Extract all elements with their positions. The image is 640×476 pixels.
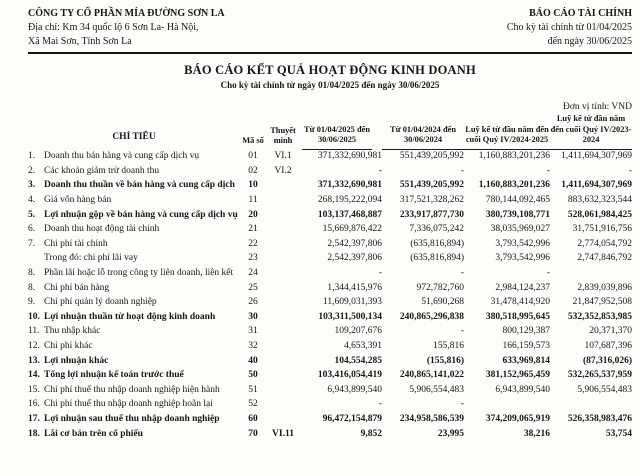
ma-so-value: 51 <box>248 384 258 395</box>
ma-so-value: 20 <box>248 209 258 220</box>
value-period-current: 1,344,415,976 <box>327 282 383 293</box>
letterhead <box>28 7 632 49</box>
value-period-current: 2,542,397,806 <box>327 253 383 264</box>
table-row <box>28 383 632 398</box>
value-ytd-prior: 883,632,323,544 <box>567 195 633 206</box>
value-ytd-prior: 31,751,916,756 <box>572 224 633 235</box>
value-period-current: 268,195,222,094 <box>317 195 383 206</box>
row-number: 15. <box>28 384 40 395</box>
thuyet-minh-value <box>266 398 300 413</box>
value-ytd-current: 31,478,414,920 <box>490 297 551 308</box>
value-ytd-current: 3,793,542,996 <box>495 238 551 249</box>
thuyet-minh-value <box>266 412 300 427</box>
value-period-prior: 23,995 <box>437 428 465 439</box>
row-label: Giá vốn hàng bán <box>44 195 112 206</box>
row-number: 7. <box>28 238 36 249</box>
value-period-current: 9,852 <box>360 428 383 439</box>
ma-so-value: 32 <box>248 341 258 352</box>
value-period-current: 11,609,031,393 <box>322 297 383 308</box>
value-ytd-prior: (87,316,026) <box>582 355 633 366</box>
table-row <box>28 150 632 165</box>
row-number: 17. <box>28 413 40 424</box>
row-label: Chi phí khác <box>44 341 93 352</box>
table-row <box>28 339 632 354</box>
value-ytd-current: 38,035,969,027 <box>490 224 551 235</box>
value-ytd-current: 1,160,883,201,236 <box>478 180 551 191</box>
table-row <box>28 222 632 237</box>
table-row <box>28 412 632 427</box>
thuyet-minh-value: VI.11 <box>272 428 294 439</box>
row-number: 9. <box>28 297 36 308</box>
ma-so-value: 60 <box>248 413 258 424</box>
thuyet-minh-value <box>266 310 300 325</box>
table-row <box>28 266 632 281</box>
row-label: Lợi nhuận thuần từ hoạt động kinh doanh <box>44 311 216 322</box>
report-type-label: BÁO CÁO TÀI CHÍNH <box>529 8 632 19</box>
value-period-prior: 234,958,586,539 <box>399 413 465 424</box>
value-ytd-current: - <box>546 165 551 176</box>
ma-so-value: 30 <box>248 311 258 322</box>
row-number: 3. <box>28 180 36 191</box>
value-ytd-current: 380,739,108,771 <box>485 209 551 220</box>
value-period-current: 371,332,690,981 <box>317 151 383 162</box>
table-row <box>28 237 632 252</box>
value-period-current: 109,207,676 <box>334 326 383 337</box>
company-address-line1: Địa chỉ: Km 34 quốc lộ 6 Sơn La- Hà Nội, <box>28 22 199 33</box>
thuyet-minh-value <box>266 368 300 383</box>
header-period-prior: Từ 01/04/2024 đến 30/06/2024 <box>382 114 464 150</box>
value-period-prior: 233,917,877,730 <box>399 209 465 220</box>
header-period-current: Từ 01/04/2025 đến 30/06/2025 <box>300 114 382 150</box>
row-number: 14. <box>28 370 40 381</box>
thuyet-minh-value <box>266 252 300 267</box>
report-info-block <box>507 7 632 49</box>
value-period-prior: (635,816,894) <box>410 238 465 249</box>
value-period-prior: 551,439,205,992 <box>399 180 465 191</box>
income-statement-table <box>28 114 632 441</box>
unit-label: Đơn vị tính: VND <box>563 102 632 112</box>
thuyet-minh-value <box>266 281 300 296</box>
row-number: 16. <box>28 399 40 410</box>
value-ytd-prior: 528,061,984,425 <box>567 209 633 220</box>
thuyet-minh-value <box>266 179 300 194</box>
table-row <box>28 295 632 310</box>
thuyet-minh-value: VI.2 <box>274 165 292 176</box>
value-ytd-prior <box>550 398 632 413</box>
ma-so-value: 26 <box>248 297 258 308</box>
thuyet-minh-value <box>266 325 300 340</box>
value-ytd-prior: 532,352,853,985 <box>567 311 633 322</box>
table-row <box>28 164 632 179</box>
row-label: Trong đó: chi phí lãi vay <box>44 253 138 264</box>
value-period-current: 371,332,690,981 <box>317 180 383 191</box>
header-ytd-current: Luỹ kế từ đầu năm đến cuối Quý IV/2024-2025 <box>464 114 550 150</box>
row-label: Doanh thu bán hàng và cung cấp dịch vụ <box>44 151 200 162</box>
ma-so-value: 21 <box>248 224 258 235</box>
value-period-prior: - <box>460 165 465 176</box>
row-number: 10. <box>28 311 40 322</box>
value-period-current: - <box>378 165 383 176</box>
value-ytd-current: 1,160,883,201,236 <box>478 151 551 162</box>
value-ytd-current: - <box>546 268 551 279</box>
ma-so-value: 40 <box>248 355 258 366</box>
value-period-current: - <box>378 399 383 410</box>
header-ma-so: Mã số <box>242 136 264 145</box>
value-ytd-current: 381,152,965,459 <box>485 370 551 381</box>
ma-so-value: 02 <box>248 165 258 176</box>
row-label: Phần lãi hoặc lỗ trong công ty liên doanh, liên kết <box>44 268 234 279</box>
row-number <box>28 252 44 267</box>
row-number: 13. <box>28 355 40 366</box>
row-number: 2. <box>28 165 36 176</box>
row-label: Lợi nhuận khác <box>44 355 109 366</box>
row-number: 1. <box>28 151 36 162</box>
value-period-prior: 317,521,328,262 <box>399 195 465 206</box>
row-label: Doanh thu thuần về bán hàng và cung cấp dịch <box>44 180 235 191</box>
header-thuyet-minh: Thuyết minh <box>270 125 296 145</box>
row-label: Chi phí thuế thu nhập doanh nghiệp hiện hành <box>44 384 220 395</box>
value-period-prior: 7,336,075,242 <box>409 224 465 235</box>
row-number: 12. <box>28 341 40 352</box>
value-period-prior: 155,816 <box>433 341 465 352</box>
value-period-current: 96,472,154,879 <box>322 413 383 424</box>
value-ytd-prior: 532,265,537,959 <box>567 370 633 381</box>
table-row <box>28 179 632 194</box>
value-period-current: 103,137,468,887 <box>317 209 383 220</box>
company-name: CÔNG TY CỔ PHẦN MÍA ĐƯỜNG SƠN LA <box>28 8 225 19</box>
ma-so-value: 11 <box>248 195 258 206</box>
value-period-prior: 551,439,205,992 <box>399 151 465 162</box>
thuyet-minh-value <box>266 208 300 223</box>
page-subtitle: Cho kỳ tài chính từ ngày 01/04/2025 đến ngày 30/06/2025 <box>220 80 440 90</box>
header-ytd-prior: Luỹ kế từ đầu năm đến cuối Quý IV/2023-2024 <box>550 114 632 150</box>
value-period-prior: (155,816) <box>426 355 465 366</box>
ma-so-value: 22 <box>248 238 258 249</box>
row-label: Chi phí tài chính <box>44 238 108 249</box>
ma-so-value: 25 <box>248 282 258 293</box>
value-period-current: - <box>378 268 383 279</box>
value-ytd-current: 6,943,899,540 <box>495 384 551 395</box>
thuyet-minh-value <box>266 266 300 281</box>
value-ytd-prior: 53,754 <box>605 428 633 439</box>
row-label: Lợi nhuận gộp về bán hàng và cung cấp dịch vụ <box>44 209 238 220</box>
value-ytd-prior: 21,847,952,508 <box>572 297 633 308</box>
value-period-prior: 240,865,141,022 <box>399 370 465 381</box>
value-period-current: 2,542,397,806 <box>327 238 383 249</box>
value-ytd-prior: 2,774,054,792 <box>577 238 633 249</box>
row-number: 18. <box>28 428 40 439</box>
value-ytd-prior: 20,371,370 <box>589 326 633 337</box>
letterhead-divider <box>28 52 632 54</box>
table-row <box>28 398 632 413</box>
header-chi-tieu: CHỈ TIÊU <box>112 132 156 142</box>
value-ytd-current: 374,209,065,919 <box>485 413 551 424</box>
value-ytd-prior: 1,411,694,307,969 <box>561 180 633 191</box>
value-period-prior: 5,906,554,483 <box>409 384 465 395</box>
value-ytd-prior: 107,687,396 <box>584 341 633 352</box>
value-ytd-prior: - <box>628 165 633 176</box>
table-row <box>28 193 632 208</box>
value-ytd-prior: 1,411,694,307,969 <box>561 151 633 162</box>
value-period-current: 6,943,899,540 <box>327 384 383 395</box>
value-period-current: 15,669,876,422 <box>322 224 383 235</box>
thuyet-minh-value <box>266 222 300 237</box>
row-label: Lãi cơ bản trên cổ phiếu <box>44 428 143 439</box>
value-period-prior: - <box>460 326 465 337</box>
row-label: Lợi nhuận sau thuế thu nhập doanh nghiệp <box>44 413 220 424</box>
row-label: Chi phí thuế thu nhập doanh nghiệp hoãn lại <box>44 399 213 410</box>
ma-so-value: 50 <box>248 370 258 381</box>
value-ytd-current: 38,216 <box>523 428 551 439</box>
value-period-prior: 972,782,760 <box>416 282 465 293</box>
value-ytd-current: 780,144,092,465 <box>485 195 551 206</box>
value-period-current: 104,554,285 <box>334 355 383 366</box>
value-period-prior: (635,816,894) <box>410 253 465 264</box>
row-number: 8. <box>28 282 36 293</box>
value-period-prior: 240,865,296,838 <box>399 311 465 322</box>
ma-so-value: 31 <box>248 326 258 337</box>
table-row <box>28 354 632 369</box>
ma-so-value: 24 <box>248 268 258 279</box>
row-number: 4. <box>28 195 36 206</box>
value-ytd-prior <box>550 266 632 281</box>
thuyet-minh-value <box>266 237 300 252</box>
value-period-prior: - <box>460 268 465 279</box>
value-ytd-current: 2,984,124,237 <box>495 282 551 293</box>
thuyet-minh-value <box>266 383 300 398</box>
row-label: Các khoản giảm trừ doanh thu <box>44 165 160 176</box>
table-row <box>28 310 632 325</box>
value-ytd-current: 633,969,814 <box>502 355 551 366</box>
table-row <box>28 325 632 340</box>
thuyet-minh-value <box>266 339 300 354</box>
ma-so-value: 23 <box>248 253 258 264</box>
value-ytd-prior: 2,747,846,792 <box>577 253 633 264</box>
value-ytd-current: 800,129,387 <box>502 326 551 337</box>
value-period-prior: 51,690,268 <box>421 297 465 308</box>
table-row <box>28 281 632 296</box>
table-header <box>28 114 632 150</box>
report-period-line1: Cho kỳ tài chính từ 01/04/2025 <box>506 22 632 33</box>
row-label: Tổng lợi nhuận kế toán trước thuế <box>44 370 184 381</box>
row-label: Doanh thu hoạt động tài chính <box>44 224 160 235</box>
thuyet-minh-value <box>266 295 300 310</box>
row-label: Thu nhập khác <box>44 326 101 337</box>
report-period-line2: đến ngày 30/06/2025 <box>547 36 632 47</box>
row-label: Chi phí bán hàng <box>44 282 110 293</box>
ma-so-value: 70 <box>248 428 258 439</box>
table-body <box>28 150 632 442</box>
ma-so-value: 10 <box>248 180 258 191</box>
row-number: 11. <box>28 326 40 337</box>
value-ytd-current: 3,793,542,996 <box>495 253 551 264</box>
value-ytd-prior: 2,839,039,896 <box>577 282 633 293</box>
page-title: BÁO CÁO KẾT QUẢ HOẠT ĐỘNG KINH DOANH <box>184 63 476 77</box>
row-number: 6. <box>28 224 36 235</box>
value-ytd-current: 380,518,995,645 <box>485 311 551 322</box>
company-address-line2: Xã Mai Sơn, Tỉnh Sơn La <box>28 36 132 47</box>
value-period-prior: - <box>460 399 465 410</box>
value-period-current: 103,416,054,419 <box>317 370 383 381</box>
value-period-current: 103,311,500,134 <box>318 311 383 322</box>
value-period-current: 4,653,391 <box>344 341 383 352</box>
table-row <box>28 427 632 442</box>
ma-so-value: 52 <box>248 399 258 410</box>
thuyet-minh-value: VI.1 <box>274 151 292 162</box>
value-ytd-current <box>464 398 550 413</box>
table-row <box>28 208 632 223</box>
table-row <box>28 252 632 267</box>
company-block <box>28 7 225 49</box>
value-ytd-current: 166,159,573 <box>502 341 551 352</box>
thuyet-minh-value <box>266 193 300 208</box>
row-number: 5. <box>28 209 36 220</box>
value-ytd-prior: 5,906,554,483 <box>577 384 633 395</box>
table-row <box>28 368 632 383</box>
row-number: 8. <box>28 268 36 279</box>
row-label: Chi phí quản lý doanh nghiệp <box>44 297 157 308</box>
value-ytd-prior: 526,358,983,476 <box>567 413 633 424</box>
thuyet-minh-value <box>266 354 300 369</box>
ma-so-value: 01 <box>248 151 258 162</box>
